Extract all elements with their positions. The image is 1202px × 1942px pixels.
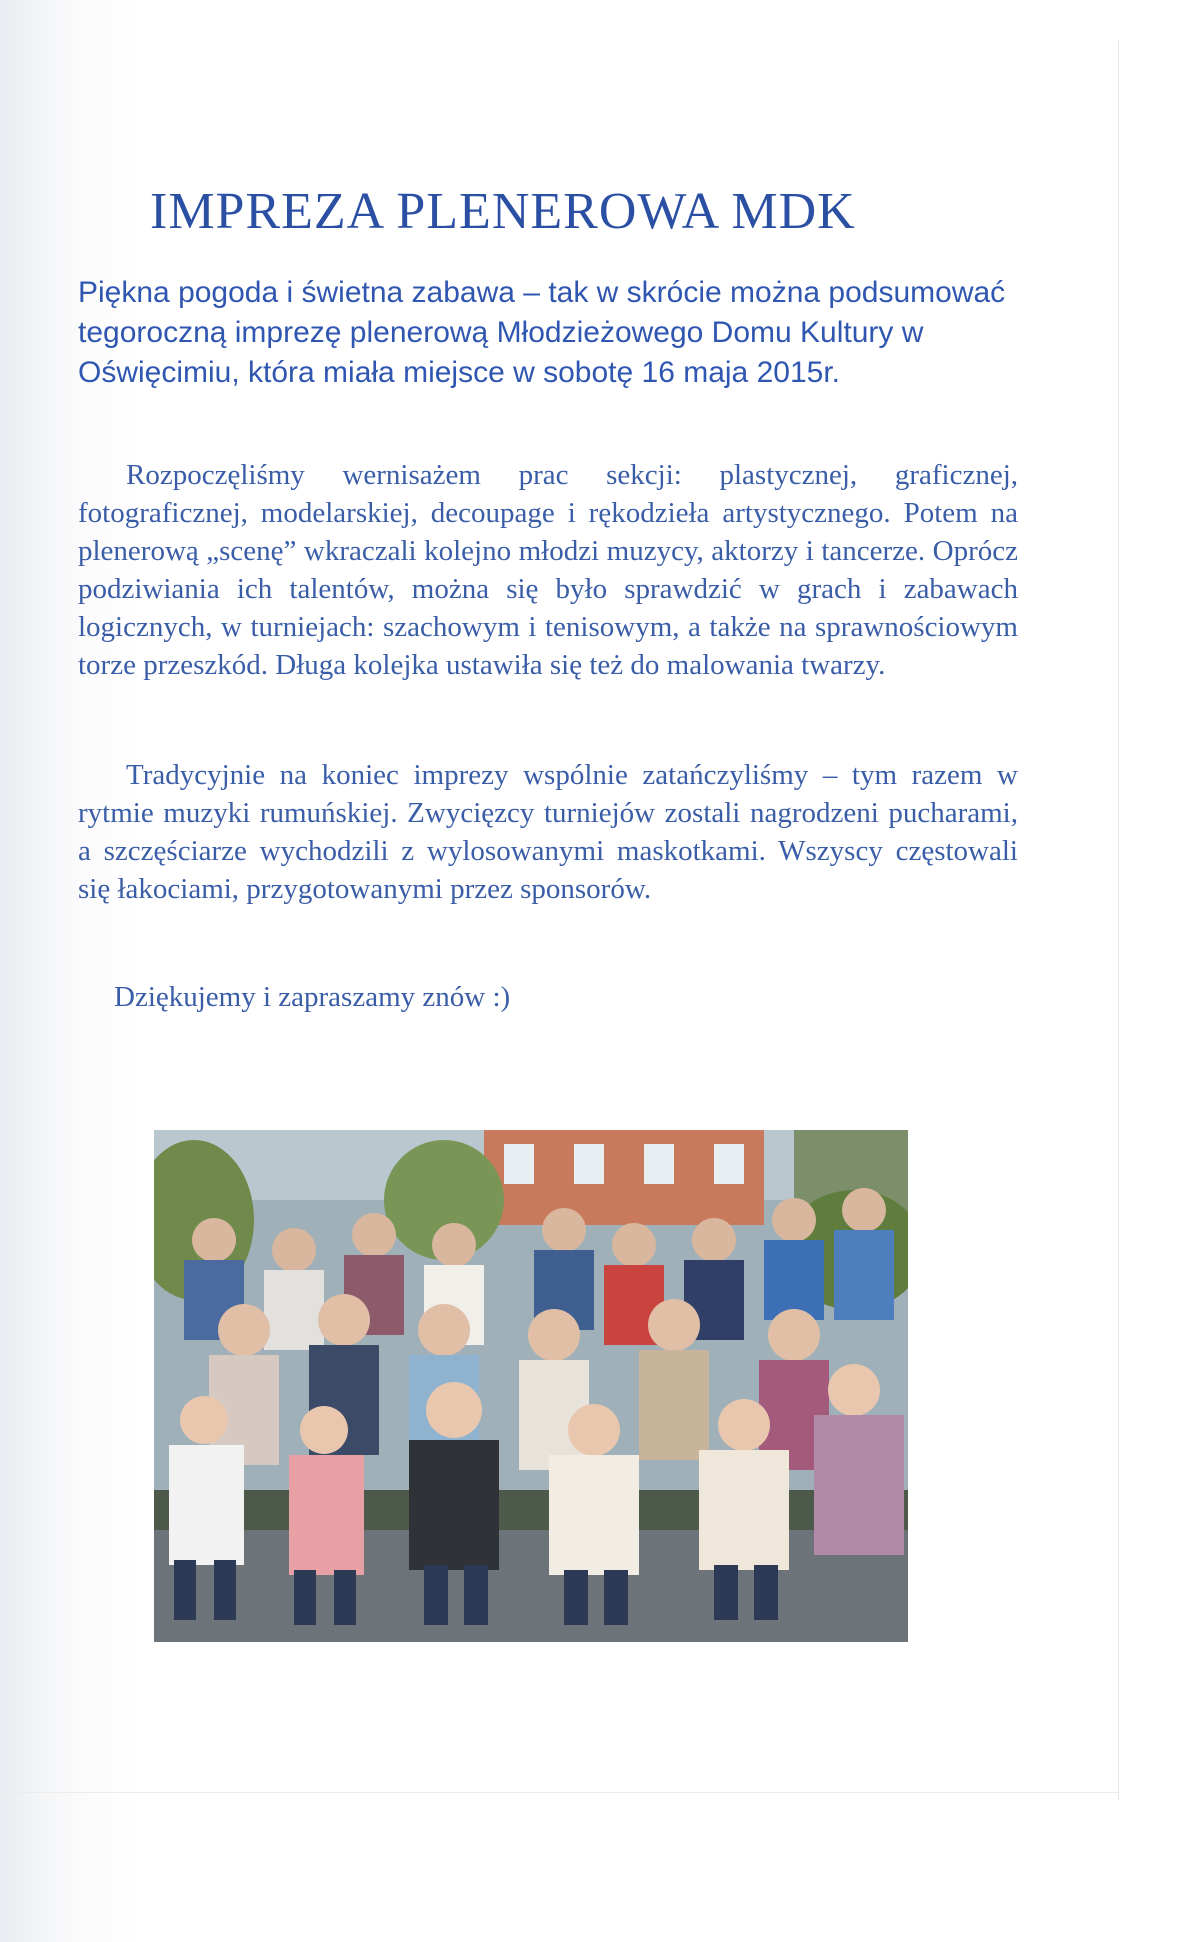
page-bottom-edge — [0, 1792, 1118, 1793]
page-edge — [1118, 40, 1119, 1800]
body-paragraph-2: Tradycyjnie na koniec imprezy wspólnie zatańczyliśmy – tym razem w rytmie muzyki rumuńskiej. Zwycięzcy turniejów zostali nagrodzeni pucharami, a szczęściarze wychodzili z wylosowanymi maskotkami. Wszyscy częstowali się łakociami, przygotowanymi przez sponsorów. — [78, 759, 1018, 905]
crowd-photo-illustration — [154, 1130, 908, 1642]
body-paragraph-1: Rozpoczęliśmy wernisażem prac sekcji: plastycznej, graficznej, fotograficznej, modelarskiej, decoupage i rękodzieła artystycznego. Potem na plenerową „scenę” wkraczali kolejno młodzi muzycy, aktorzy i tancerze. Oprócz podziwiania ich talentów, można się było sprawdzić w grach i zabawach logicznych, w turniejach: szachowym i tenisowym, a także na sprawnościowym torze przeszkód. Długa kolejka ustawiła się też do malowania twarzy. — [78, 459, 1018, 681]
page-title: IMPREZA PLENEROWA MDK — [150, 183, 856, 240]
event-photo — [154, 1130, 908, 1642]
closing-line: Dziękujemy i zapraszamy znów :) — [114, 981, 511, 1013]
lead-paragraph: Piękna pogoda i świetna zabawa – tak w skrócie można podsumować tegoroczną imprezę plenerową Młodzieżowego Domu Kultury w Oświęcimiu, która miała miejsce w sobotę 16 maja 2015r. — [78, 276, 1006, 389]
